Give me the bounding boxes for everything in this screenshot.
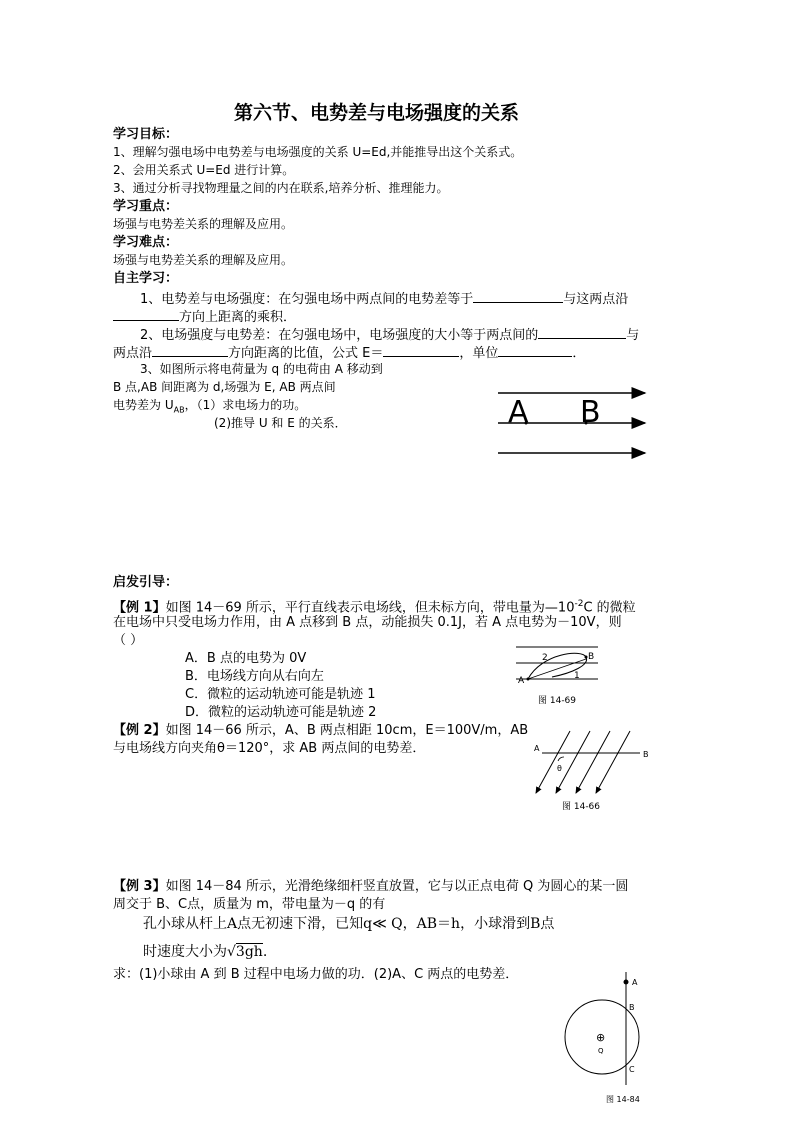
goal-item: 3、通过分析寻找物理量之间的内在联系,培养分析、推理能力。: [113, 181, 449, 195]
ex1-option: C．微粒的运动轨迹可能是轨迹 1: [185, 687, 376, 702]
answer-blank[interactable]: [538, 325, 626, 339]
q1-text-b: 与这两点沿: [563, 292, 629, 307]
q1-text-c: 方向上距离的乘积．: [179, 310, 297, 325]
q2-text-c: 两点沿: [113, 346, 153, 361]
label-a: A: [518, 676, 525, 686]
ex2-caption: 图 14-66: [562, 802, 601, 812]
ex2-line1: [113, 722, 528, 740]
ex1-figure: [512, 643, 602, 708]
difficulty-heading: 学习难点：: [113, 235, 179, 250]
q2-text-d: 方向距离的比值，公式 E＝: [228, 346, 384, 361]
label-b: B: [588, 652, 595, 662]
label-q: Q: [598, 1047, 604, 1055]
angle-arc: [558, 757, 564, 761]
label-b: B: [629, 1003, 635, 1012]
point-a-label: A: [508, 395, 529, 430]
field-line: [536, 731, 570, 793]
ex3-line1: [113, 878, 628, 896]
ex3-tag: 【例 3】: [113, 879, 166, 894]
page-title: 第六节、电势差与电场强度的关系: [234, 102, 520, 124]
field-line: [596, 731, 630, 793]
ex1-text-post: C 的微粒: [583, 600, 636, 616]
self-study-q3-line4: (2)推导 U 和 E 的关系．: [214, 416, 347, 430]
answer-blank[interactable]: [473, 289, 563, 303]
label-2: 2: [542, 653, 548, 663]
q2-text-f: ．: [572, 346, 586, 361]
sqrt-symbol: √: [227, 944, 236, 960]
answer-blank[interactable]: [152, 343, 228, 357]
ex3-caption: 图 14-84: [606, 1095, 640, 1104]
ex2-figure: [528, 727, 658, 817]
self-study-q1-line1: [140, 289, 628, 309]
ex1-caption: 图 14-69: [538, 696, 577, 706]
q2-text-b: 与: [626, 328, 640, 343]
guide-heading: 启发引导：: [113, 575, 179, 590]
keypoint-text: 场强与电势差关系的理解及应用。: [113, 217, 294, 231]
ex1-tag: 【例 1】: [113, 600, 166, 616]
goal-item: 2、会用关系式 U=Ed 进行计算。: [113, 163, 295, 177]
ex3-period: .: [262, 944, 268, 960]
ex1-option: B．电场线方向从右向左: [185, 669, 324, 684]
q3-text-post: ，（1）求电场力的功。: [184, 398, 307, 412]
self-study-q1-line2: [113, 307, 296, 327]
label-1: 1: [574, 671, 580, 681]
ex1-option: A．B 点的电势为 0V: [185, 651, 307, 666]
label-theta: θ: [557, 764, 562, 773]
q3-subscript: AB: [173, 405, 185, 415]
label-a: A: [632, 978, 638, 987]
ex3-text: 如图 14－84 所示，光滑绝缘细杆竖直放置，它与以正点电荷 Q 为圆心的某一圆: [165, 879, 629, 894]
ex3-line3: 孔小球从杆上A点无初速下滑，已知q≪ Q，AB＝h，小球滑到B点: [143, 916, 555, 932]
label-c: C: [629, 1065, 635, 1074]
ex1-option: D．微粒的运动轨迹可能是轨迹 2: [185, 705, 377, 720]
self-study-q2-line2: [113, 343, 585, 363]
positive-charge-icon: ⊕: [596, 1031, 606, 1044]
goal-item: 1、理解匀强电场中电势差与电场强度的关系 U=Ed,并能推导出这个关系式。: [113, 145, 523, 159]
label-b: B: [643, 750, 649, 759]
self-study-q2-line1: [140, 325, 639, 345]
ex1-line3: （ ）: [113, 633, 144, 648]
ex3-radicand: 3gh: [235, 944, 263, 960]
ex2-text: 如图 14－66 所示，A、B 两点相距 10cm，E＝100V/m，AB: [165, 723, 529, 738]
point-a-dot: [624, 980, 629, 985]
keypoint-heading: 学习重点：: [113, 199, 179, 214]
label-a: A: [534, 744, 540, 753]
answer-blank[interactable]: [113, 307, 179, 321]
field-lines-figure: [490, 380, 655, 470]
ex1-line2: 在电场中只受电场力作用，由 A 点移到 B 点，动能损失 0.1J，若 A 点电势为－10V，则: [113, 615, 622, 630]
point-b-label: B: [580, 395, 601, 430]
q3-text-pre: 电势差为 U: [113, 398, 174, 412]
q2-text-a: 2、电场强度与电势差：在匀强电场中，电场强度的大小等于两点间的: [140, 328, 539, 343]
self-study-q3-line2: B 点,AB 间距离为 d,场强为 E, AB 两点间: [113, 380, 336, 394]
ex2-tag: 【例 2】: [113, 723, 166, 738]
ex3-speed-text: 时速度大小为: [143, 944, 227, 960]
ex1-superscript: -2: [574, 599, 584, 609]
self-study-heading: 自主学习：: [113, 271, 179, 286]
ex1-text: 如图 14－69 所示，平行直线表示电场线，但未标方向，带电量为—10: [165, 600, 575, 616]
point-a-dot: [527, 678, 530, 681]
ex3-line5: 求：(1)小球由 A 到 B 过程中电场力做的功．(2)A、C 两点的电势差．: [113, 967, 519, 982]
goals-heading: 学习目标：: [113, 127, 179, 142]
difficulty-text: 场强与电势差关系的理解及应用。: [113, 253, 294, 267]
q1-text-a: 1、电势差与电场强度：在匀强电场中两点间的电势差等于: [140, 292, 474, 307]
ex3-figure: [560, 970, 650, 1105]
answer-blank[interactable]: [498, 343, 572, 357]
q2-text-e: ，单位: [459, 346, 499, 361]
field-line: [576, 731, 610, 793]
ex3-line4: [143, 942, 267, 962]
ex2-line2: 与电场线方向夹角θ＝120°，求 AB 两点间的电势差．: [113, 741, 426, 756]
self-study-q3-line1: 3、如图所示将电荷量为 q 的电荷由 A 移动到: [140, 362, 383, 376]
field-line: [556, 731, 590, 793]
ex3-line2: 周交于 B、C点，质量为 m，带电量为－q 的有: [113, 897, 386, 912]
answer-blank[interactable]: [383, 343, 459, 357]
